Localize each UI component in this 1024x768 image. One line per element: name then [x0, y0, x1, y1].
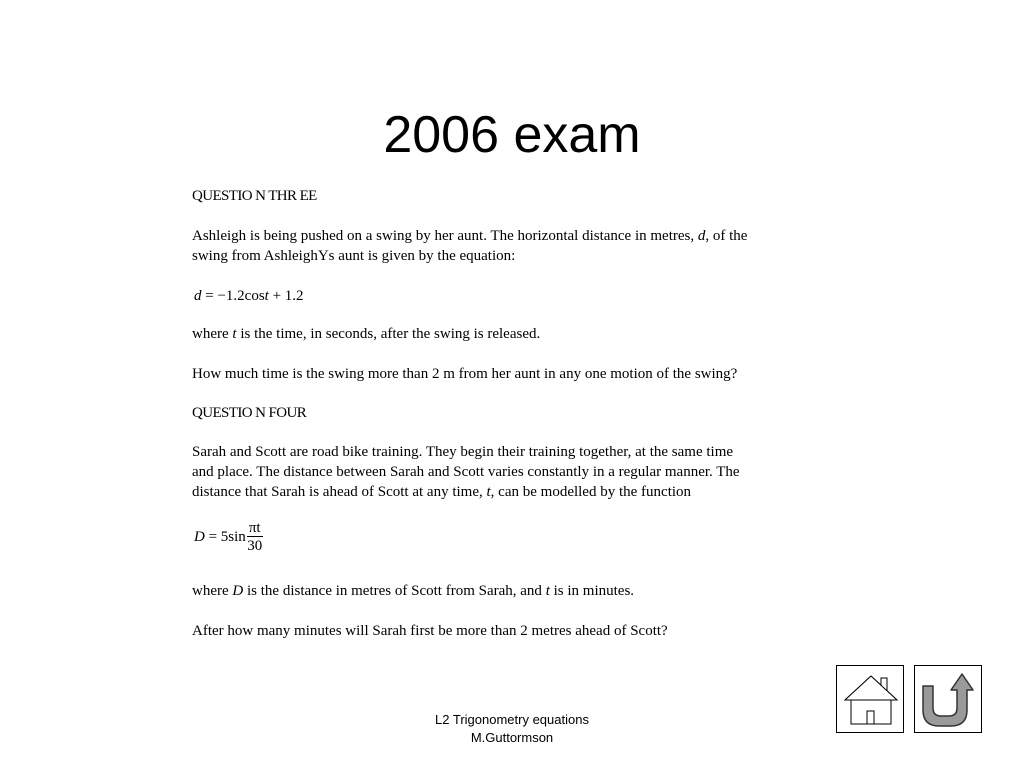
question-four-text-line-1: Sarah and Scott are road bike training. They begin their training together, at the same time	[192, 444, 734, 460]
slide-footer	[392, 711, 632, 747]
question-three-equation: d = −1.2cost + 1.2	[194, 288, 304, 304]
question-three-text-line-1: Ashleigh is being pushed on a swing by her aunt. The horizontal distance in metres, d, of the	[192, 228, 748, 244]
question-three-where: where t is the time, in seconds, after the swing is released.	[192, 326, 541, 342]
footer-author: M.Guttormson	[470, 730, 554, 745]
slide-title: 2006 exam	[383, 106, 641, 164]
question-four-where: where D is the distance in metres of Scott from Sarah, and t is in minutes.	[192, 583, 635, 599]
home-icon	[837, 666, 905, 734]
question-three-heading: QUESTIO N THR EE	[192, 188, 317, 204]
question-four-question: After how many minutes will Sarah first be more than 2 metres ahead of Scott?	[192, 623, 668, 639]
return-arrow-icon	[915, 666, 983, 734]
equation-fraction: $\frac{\pi t}{30}$	[247, 520, 263, 554]
question-four-text-line-2: and place. The distance between Sarah and Scott varies constantly in a regular manner. The	[192, 464, 740, 480]
question-four-equation: D = 5sin $\frac{\pi t}{30}$	[194, 520, 263, 554]
return-button[interactable]	[914, 665, 982, 733]
question-three-question: How much time is the swing more than 2 m from her aunt in any one motion of the swing?	[192, 366, 738, 382]
home-button[interactable]	[836, 665, 904, 733]
question-four-text-line-3: distance that Sarah is ahead of Scott at any time, t, can be modelled by the function	[192, 484, 692, 500]
question-four-heading: QUESTIO N FOUR	[192, 405, 307, 421]
footer-title: L2 Trigonometry equations	[435, 712, 589, 727]
question-three-text-line-2: swing from AshleighYs aunt is given by the equation:	[192, 248, 516, 264]
